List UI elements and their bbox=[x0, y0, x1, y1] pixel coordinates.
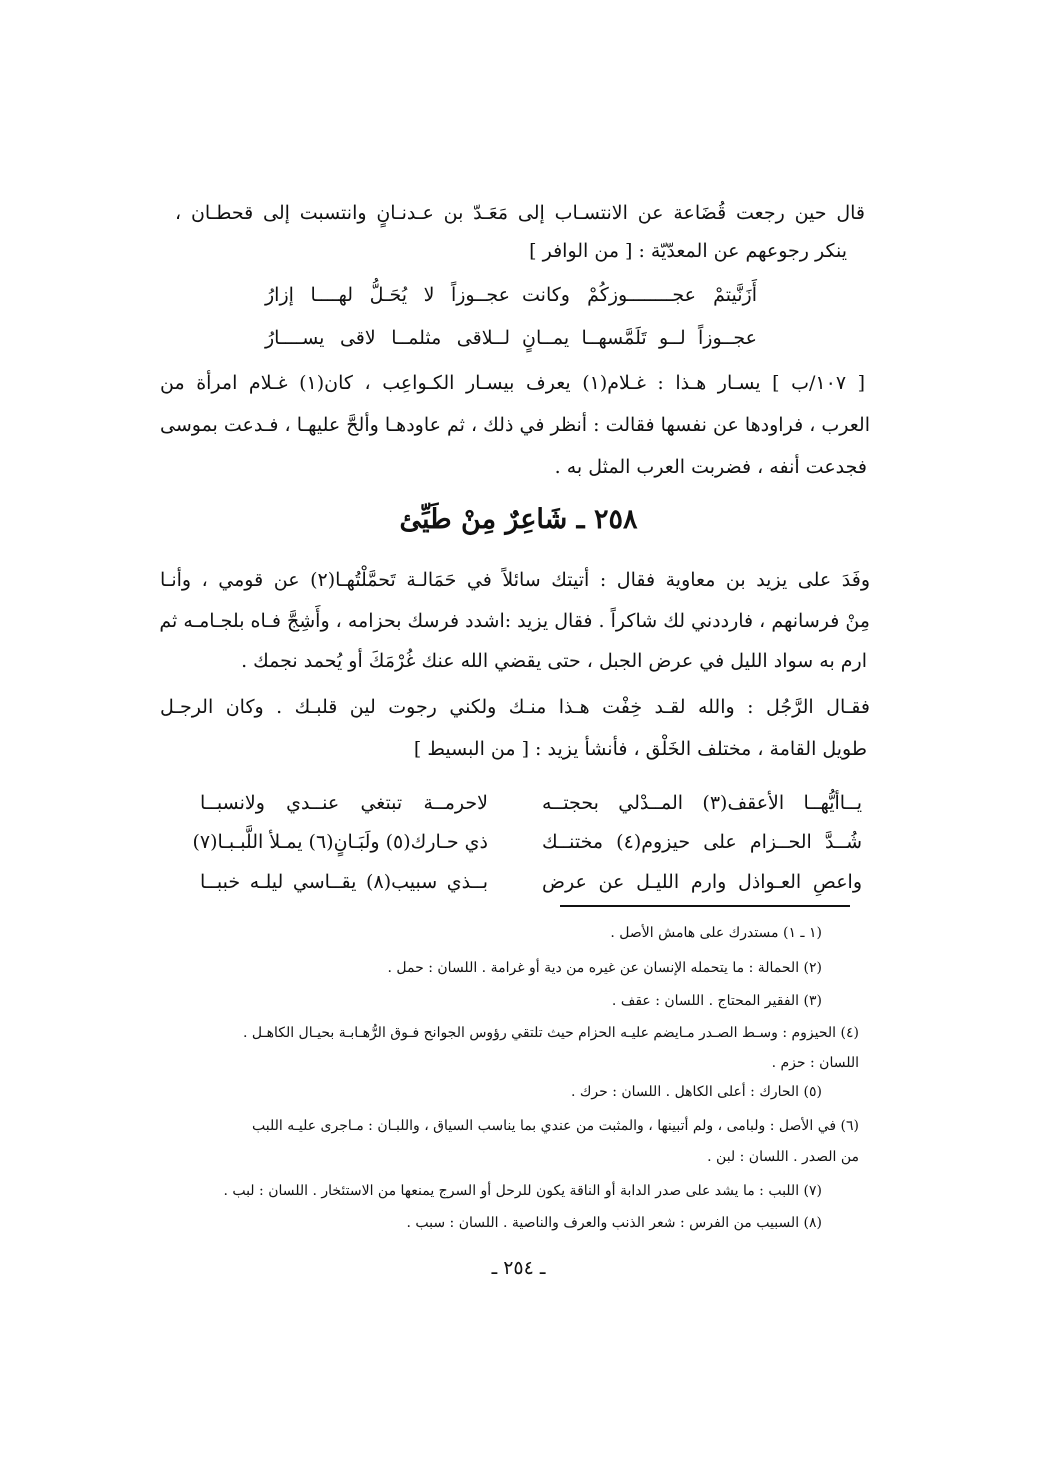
para-1-line-3: فجدعت أنفه ، فضربت العرب المثل به . bbox=[554, 456, 867, 478]
footnote-7: (٧) اللبب : ما يشد على صدر الدابة أو الناقة يكون للرحل أو السرج يمنعها من الاستئخار . اللسان : لبب . bbox=[223, 1183, 822, 1199]
verse-1-1-left-hemistich: عجــوزاً لا يُحَـلُّ لهــــا إزارُ bbox=[265, 284, 510, 306]
footnote-4-cont: اللسان : حزم . bbox=[771, 1055, 859, 1071]
verse-2-1-right-hemistich: يــاأيُّهــا الأعقف(٣) المــدْلي بحجتــه bbox=[542, 792, 862, 814]
footnote-8: (٨) السبيب من الفرس : شعر الذنب والعرف والناصية . اللسان : سبب . bbox=[406, 1215, 822, 1231]
verse-1-2-left-hemistich: لــلاقى مثلمــا لاقى يســــارُ bbox=[265, 327, 510, 349]
verse-1-1-right-hemistich: أَزَنَّيتمْ عجــــــــوزكُمْ وكانت bbox=[522, 284, 757, 306]
footnote-2: (٢) الحمالة : ما يتحمله الإنسان عن غيره من دية أو غرامة . اللسان : حمل . bbox=[387, 960, 822, 976]
para-2-line-3: ارم به سواد الليل في عرض الجبل ، حتى يقضي الله عنك غُرْمَكَ أو يُحمد نجمك . bbox=[241, 650, 867, 672]
footnote-5: (٥) الحارك : أعلى الكاهل . اللسان : حرك . bbox=[570, 1084, 822, 1100]
verse-2-2-left-hemistich: ذي حـارك(٥) ولَبَـانٍ(٦) يمـلأ اللَّبـبـا(٧) bbox=[192, 831, 488, 853]
footnote-divider bbox=[560, 905, 850, 907]
para-1-line-2: العرب ، فراودها عن نفسها فقالت : أنظر في ذلك ، ثم عاودهـا وألحَّ عليهـا ، فـدعت بموسى bbox=[160, 414, 870, 436]
verse-2-2-right-hemistich: شُــدَّ الحــزام على حيزوم(٤) مختنــك bbox=[542, 831, 862, 853]
verse-2-3-right-hemistich: واعصِ العـواذل وارم الليـل عن عرض bbox=[542, 871, 862, 893]
para-3-line-2: طويل القامة ، مختلف الخَلْق ، فأنشأ يزيد : [ من البسيط ] bbox=[413, 738, 867, 760]
verse-2-1-left-hemistich: لاحرمــة تبتغي عنــدي ولانسبــا bbox=[200, 792, 488, 814]
section-heading: ٢٥٨ ـ شَاعِرٌ مِنْ طَيِّئ bbox=[399, 504, 638, 535]
para-2-line-1: وفَدَ على يزيد بن معاوية فقال : أتيتك سائلاً في حَمَالـة تَحمَّلْتُهـا(٢) عن قومي ، وأنـا bbox=[160, 569, 870, 591]
para-3-line-1: فقـال الرَّجُل : والله لقـد خِفْت هـذا منـك ولكني رجوت لين قلبـك . وكان الرجـل bbox=[160, 696, 870, 718]
intro-line-2: ينكر رجوعهم عن المعدّيّة : [ من الوافر ] bbox=[529, 240, 847, 262]
footnote-4: (٤) الحيزوم : وسـط الصـدر مـايضم عليـه الحزام حيث تلتقي رؤوس الجوانح فـوق الرُّهـابـة بحيـال الكاهـل . bbox=[242, 1025, 859, 1041]
intro-line-1: قال حين رجعت قُضَاعة عن الانتسـاب إلى مَعَـدّ بن عـدنـانٍ وانتسبت إلى قحطـان ، bbox=[175, 202, 865, 224]
para-2-line-2: مِنْ فرسانهم ، فارددني لك شاكراً . فقال يزيد :اشدد فرسك بحزامه ، وأَشِجَّ فـاه بلجـامـه ثم bbox=[159, 610, 870, 632]
para-1-line-1: [ ١٠٧/ب ] يسـار هـذا : غـلام(١) يعرف بيسـار الكـواعِب ، كان(١) غـلام امرأة من bbox=[160, 372, 866, 394]
footnote-6: (٦) في الأصل : ولبامى ، ولم أتبينها ، والمثبت من عندي بما يناسب السياق ، واللبـان : مـاجرى عليـه اللبب bbox=[252, 1118, 859, 1134]
verse-1-2-right-hemistich: عجــوزاً لــو تَلَمَّسهــا يمــانٍ bbox=[522, 327, 757, 349]
footnote-6-cont: من الصدر . اللسان : لبن . bbox=[707, 1149, 859, 1165]
footnote-1: (١ ـ ١) مستدرك على هامش الأصل . bbox=[610, 925, 822, 941]
verse-2-3-left-hemistich: بــذي سبيب(٨) يقــاسي ليلـه خببــا bbox=[200, 871, 488, 893]
footnote-3: (٣) الفقير المحتاج . اللسان : عقف . bbox=[611, 993, 822, 1009]
page-number: ـ ٢٥٤ ـ bbox=[491, 1257, 546, 1279]
